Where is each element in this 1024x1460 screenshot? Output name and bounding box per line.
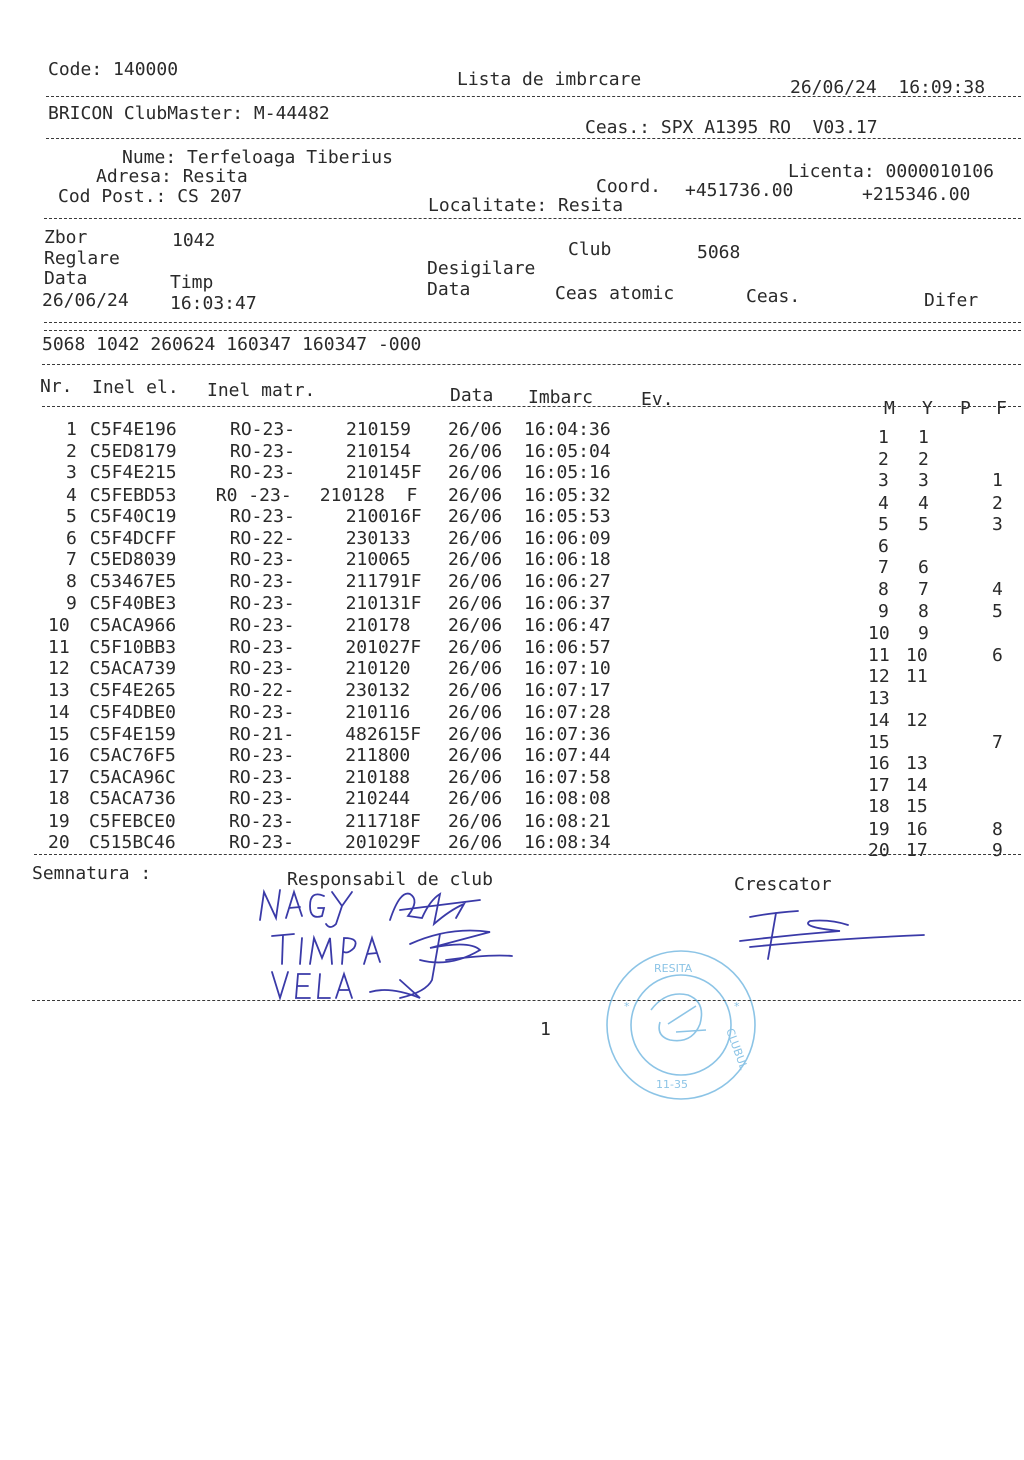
svg-text:11-35: 11-35 bbox=[656, 1078, 688, 1091]
svg-text:RESITA: RESITA bbox=[654, 962, 693, 975]
row-y: 9 bbox=[918, 623, 929, 644]
semnatura-label: Semnatura : bbox=[32, 863, 152, 884]
table-row bbox=[0, 441, 1024, 470]
row-nr: 5 bbox=[66, 506, 77, 527]
row-m: 11 bbox=[868, 645, 890, 666]
row-prefix: RO-23- bbox=[229, 832, 295, 853]
col-y: Y bbox=[922, 398, 933, 419]
table-row bbox=[0, 802, 1024, 840]
row-inel-el: C5F4E159 bbox=[89, 724, 176, 745]
row-nr: 18 bbox=[48, 788, 70, 809]
row-date: 26/06 bbox=[448, 528, 503, 549]
row-time: 16:08:08 bbox=[524, 788, 611, 809]
divider bbox=[32, 1000, 1021, 1001]
row-time: 16:06:09 bbox=[524, 528, 611, 549]
row-inel-el: C5F4E265 bbox=[89, 680, 176, 701]
divider bbox=[44, 218, 1021, 219]
divider bbox=[44, 330, 1021, 331]
row-f: 5 bbox=[992, 601, 1003, 622]
row-date: 26/06 bbox=[448, 419, 503, 440]
table-row bbox=[0, 674, 1024, 709]
row-number: 201029F bbox=[345, 832, 421, 853]
print-datetime: 26/06/24 16:09:38 bbox=[790, 77, 986, 98]
table-row bbox=[0, 484, 1024, 514]
svg-text:*: * bbox=[734, 1000, 740, 1013]
divider bbox=[46, 138, 1021, 139]
owner-name: Nume: Terfeloaga Tiberius bbox=[122, 147, 393, 168]
row-m: 9 bbox=[878, 601, 889, 622]
row-nr: 15 bbox=[48, 724, 70, 745]
row-m: 6 bbox=[878, 536, 889, 557]
system-id: BRICON ClubMaster: M-44482 bbox=[48, 103, 330, 124]
row-nr: 2 bbox=[66, 441, 77, 462]
row-time: 16:06:27 bbox=[524, 571, 611, 592]
timp-label: Timp bbox=[170, 272, 214, 293]
row-inel-el: C5F4DBE0 bbox=[89, 702, 176, 723]
row-prefix: RO-21- bbox=[229, 724, 295, 745]
row-date: 26/06 bbox=[448, 767, 503, 788]
row-inel-el: C5ACA739 bbox=[89, 658, 177, 679]
row-prefix: RO-23- bbox=[230, 419, 296, 440]
row-y: 15 bbox=[906, 796, 928, 817]
row-time: 16:05:32 bbox=[524, 485, 611, 506]
table-row bbox=[0, 611, 1024, 644]
row-y: 13 bbox=[906, 753, 928, 774]
row-time: 16:05:04 bbox=[524, 441, 611, 462]
row-nr: 13 bbox=[48, 680, 70, 701]
owner-license: Licenta: 0000010106 bbox=[788, 161, 994, 182]
row-f: 6 bbox=[992, 645, 1003, 666]
row-prefix: RO-23- bbox=[229, 745, 295, 766]
row-m: 7 bbox=[878, 557, 889, 578]
row-number: 211718F bbox=[345, 811, 421, 832]
row-number: 210159 bbox=[346, 419, 412, 440]
row-nr: 16 bbox=[48, 745, 70, 766]
col-p: P bbox=[960, 398, 971, 419]
table-row bbox=[0, 568, 1024, 600]
row-time: 16:07:36 bbox=[524, 724, 611, 745]
row-date: 26/06 bbox=[448, 571, 503, 592]
row-number: 210188 bbox=[345, 767, 411, 788]
row-date: 26/06 bbox=[448, 549, 503, 570]
row-inel-el: C5F4E196 bbox=[90, 419, 177, 440]
row-nr: 6 bbox=[66, 528, 77, 549]
row-y: 5 bbox=[918, 514, 929, 535]
col-inel-matr: Inel matr. bbox=[207, 380, 316, 401]
col-nr: Nr. bbox=[40, 376, 73, 397]
row-number: 482615F bbox=[345, 724, 422, 745]
row-nr: 1 bbox=[66, 419, 77, 440]
row-f: 2 bbox=[992, 493, 1003, 514]
row-nr: 11 bbox=[48, 637, 70, 658]
row-prefix: RO-23- bbox=[229, 767, 295, 788]
row-number: 211800 bbox=[345, 745, 411, 766]
row-time: 16:07:44 bbox=[524, 745, 611, 766]
row-inel-el: C5AC76F5 bbox=[89, 745, 176, 766]
divider bbox=[42, 364, 1021, 365]
row-m: 4 bbox=[878, 493, 889, 514]
row-time: 16:07:58 bbox=[524, 767, 611, 788]
row-nr: 12 bbox=[48, 658, 70, 679]
reglare-date: 26/06/24 bbox=[42, 290, 129, 311]
row-y: 1 bbox=[918, 427, 929, 448]
row-inel-el: C5ED8039 bbox=[89, 549, 177, 570]
row-y: 7 bbox=[918, 579, 929, 600]
row-prefix: RO-23- bbox=[229, 462, 295, 483]
row-m: 2 bbox=[878, 449, 889, 470]
row-number: 211791F bbox=[345, 571, 422, 592]
row-nr: 3 bbox=[66, 462, 77, 483]
row-nr: 9 bbox=[66, 593, 77, 614]
row-time: 16:05:16 bbox=[524, 462, 611, 483]
row-nr: 19 bbox=[48, 811, 70, 832]
row-m: 14 bbox=[868, 710, 890, 731]
row-f: 8 bbox=[992, 819, 1003, 840]
table-row bbox=[0, 759, 1024, 796]
row-inel-el: C5ED8179 bbox=[89, 441, 177, 462]
row-number: 210116 bbox=[345, 702, 411, 723]
row-date: 26/06 bbox=[448, 811, 503, 832]
row-time: 16:06:37 bbox=[524, 593, 611, 614]
row-m: 19 bbox=[868, 819, 890, 840]
row-f: 4 bbox=[992, 579, 1003, 600]
row-date: 26/06 bbox=[448, 680, 503, 701]
row-inel-el: C515BC46 bbox=[89, 832, 176, 853]
coord-lat: +451736.00 bbox=[685, 180, 794, 201]
row-time: 16:07:10 bbox=[524, 658, 611, 679]
table-row bbox=[0, 653, 1024, 687]
row-y: 3 bbox=[918, 470, 929, 491]
row-y: 12 bbox=[906, 710, 928, 731]
row-prefix: RO-23- bbox=[229, 615, 295, 636]
row-date: 26/06 bbox=[448, 615, 503, 636]
row-inel-el: C53467E5 bbox=[89, 571, 177, 592]
row-y: 11 bbox=[906, 666, 928, 687]
row-date: 26/06 bbox=[448, 658, 503, 679]
table-row bbox=[0, 780, 1024, 817]
row-time: 16:07:28 bbox=[524, 702, 611, 723]
clock-info: Ceas.: SPX A1395 RO V03.17 bbox=[585, 117, 878, 138]
col-ev: Ev. bbox=[641, 389, 674, 410]
row-date: 26/06 bbox=[448, 441, 503, 462]
table-row bbox=[0, 696, 1024, 731]
row-time: 16:04:36 bbox=[524, 419, 611, 440]
row-number: 210016F bbox=[345, 506, 422, 527]
responsabil-label: Responsabil de club bbox=[287, 869, 493, 890]
table-row bbox=[0, 462, 1024, 491]
row-date: 26/06 bbox=[448, 593, 503, 614]
flight-label: Zbor bbox=[44, 227, 88, 248]
row-y: 16 bbox=[906, 819, 928, 840]
row-y: 10 bbox=[906, 645, 928, 666]
row-m: 18 bbox=[868, 796, 890, 817]
row-inel-el: C5F4E215 bbox=[89, 462, 177, 483]
row-time: 16:06:18 bbox=[524, 549, 611, 570]
owner-locality: Localitate: Resita bbox=[428, 195, 624, 216]
row-m: 17 bbox=[868, 775, 890, 796]
club-label: Club bbox=[568, 239, 612, 260]
row-prefix: RO-23- bbox=[229, 571, 295, 592]
row-m: 3 bbox=[878, 470, 889, 491]
row-prefix: RO-23- bbox=[229, 593, 295, 614]
owner-address: Adresa: Resita bbox=[96, 166, 248, 187]
row-prefix: RO-22- bbox=[229, 528, 295, 549]
desig-data-label: Data bbox=[427, 279, 471, 300]
row-date: 26/06 bbox=[448, 485, 503, 506]
row-inel-el: C5F40BE3 bbox=[89, 593, 177, 614]
row-date: 26/06 bbox=[448, 506, 503, 527]
svg-text:CLUBUL: CLUBUL bbox=[723, 1026, 751, 1072]
row-time: 16:08:34 bbox=[524, 832, 611, 853]
table-row bbox=[0, 505, 1024, 535]
row-number: 230133 bbox=[345, 528, 411, 549]
row-date: 26/06 bbox=[448, 462, 503, 483]
row-prefix: RO-23- bbox=[229, 702, 295, 723]
row-nr: 10 bbox=[48, 615, 70, 636]
row-m: 10 bbox=[868, 623, 890, 644]
row-inel-el: C5ACA966 bbox=[89, 615, 177, 636]
row-nr: 7 bbox=[66, 549, 77, 570]
row-nr: 4 bbox=[66, 485, 77, 506]
row-prefix: RO-23- bbox=[229, 637, 295, 658]
coord-label: Coord. bbox=[596, 176, 662, 197]
row-nr: 20 bbox=[48, 832, 70, 853]
divider bbox=[44, 322, 1021, 323]
row-inel-el: C5F40C19 bbox=[89, 506, 177, 527]
row-y: 4 bbox=[918, 493, 929, 514]
table-row bbox=[0, 526, 1024, 557]
row-inel-el: C5ACA736 bbox=[89, 788, 176, 809]
table-row bbox=[0, 547, 1024, 578]
table-row bbox=[0, 632, 1024, 666]
row-date: 26/06 bbox=[448, 702, 503, 723]
row-number: 210120 bbox=[345, 658, 411, 679]
row-number: 210131F bbox=[345, 593, 422, 614]
row-time: 16:07:17 bbox=[524, 680, 611, 701]
club-stamp bbox=[596, 940, 766, 1110]
row-nr: 17 bbox=[48, 767, 70, 788]
row-date: 26/06 bbox=[448, 637, 503, 658]
row-m: 8 bbox=[878, 579, 889, 600]
row-f: 1 bbox=[992, 470, 1003, 491]
svg-text:*: * bbox=[624, 1000, 630, 1013]
table-row bbox=[0, 590, 1024, 622]
reglare-time: 16:03:47 bbox=[170, 293, 257, 314]
row-m: 20 bbox=[868, 840, 890, 861]
row-number: 230132 bbox=[345, 680, 411, 701]
club-number: 5068 bbox=[697, 242, 741, 263]
desigilare-label: Desigilare bbox=[427, 258, 536, 279]
row-date: 26/06 bbox=[448, 788, 503, 809]
col-data: Data bbox=[450, 385, 494, 406]
row-date: 26/06 bbox=[448, 724, 503, 745]
row-time: 16:05:53 bbox=[524, 506, 611, 527]
row-time: 16:08:21 bbox=[524, 811, 611, 832]
coord-lon: +215346.00 bbox=[862, 184, 971, 205]
table-row bbox=[0, 717, 1024, 753]
row-inel-el: C5ACA96C bbox=[89, 767, 176, 788]
row-f: 9 bbox=[992, 840, 1003, 861]
code-label: Code: 140000 bbox=[48, 59, 179, 80]
divider bbox=[46, 96, 1021, 97]
row-number: 210128 F bbox=[319, 485, 418, 506]
row-prefix: RO-23- bbox=[229, 788, 295, 809]
row-time: 16:06:47 bbox=[524, 615, 611, 636]
summary-line: 5068 1042 260624 160347 160347 -000 bbox=[42, 334, 422, 355]
row-inel-el: C5FEBCE0 bbox=[89, 811, 176, 832]
ceas-atomic-label: Ceas atomic bbox=[555, 283, 675, 304]
col-inel-el: Inel el. bbox=[92, 377, 179, 398]
row-inel-el: C5FEBD53 bbox=[89, 485, 177, 506]
row-prefix: RO-23- bbox=[229, 811, 295, 832]
table-row bbox=[0, 419, 1024, 448]
row-number: 210178 bbox=[345, 615, 411, 636]
row-inel-el: C5F10BB3 bbox=[89, 637, 177, 658]
row-prefix: RO-23- bbox=[229, 658, 295, 679]
document-title: Lista de imbrcare bbox=[457, 69, 642, 90]
row-number: 210145F bbox=[345, 462, 422, 483]
divider bbox=[34, 854, 1021, 855]
col-imbarc: Imbarc bbox=[528, 387, 594, 408]
row-prefix: RO-23- bbox=[229, 441, 295, 462]
row-nr: 8 bbox=[66, 571, 77, 592]
row-number: 201027F bbox=[345, 637, 422, 658]
row-y: 2 bbox=[918, 449, 929, 470]
row-inel-el: C5F4DCFF bbox=[89, 528, 177, 549]
row-number: 210244 bbox=[345, 788, 411, 809]
difer-label: Difer bbox=[924, 290, 979, 311]
row-m: 12 bbox=[868, 666, 890, 687]
row-m: 13 bbox=[868, 688, 890, 709]
row-number: 210065 bbox=[345, 549, 411, 570]
row-y: 6 bbox=[918, 557, 929, 578]
row-date: 26/06 bbox=[448, 832, 503, 853]
divider bbox=[42, 406, 1021, 407]
row-f: 7 bbox=[992, 732, 1003, 753]
reglare-label: Reglare bbox=[44, 248, 120, 269]
ceas-label: Ceas. bbox=[746, 286, 801, 307]
row-m: 16 bbox=[868, 753, 890, 774]
row-y: 17 bbox=[906, 840, 928, 861]
page-number: 1 bbox=[540, 1019, 551, 1040]
owner-postcode: Cod Post.: CS 207 bbox=[58, 186, 243, 207]
row-m: 15 bbox=[868, 732, 890, 753]
row-time: 16:06:57 bbox=[524, 637, 611, 658]
club-officials-signature bbox=[250, 880, 550, 1010]
flight-number: 1042 bbox=[172, 230, 216, 251]
crescator-label: Crescator bbox=[734, 874, 832, 895]
row-prefix: RO-23- bbox=[229, 549, 295, 570]
col-m: M bbox=[884, 398, 895, 419]
row-m: 5 bbox=[878, 514, 889, 535]
data-label: Data bbox=[44, 268, 88, 289]
row-date: 26/06 bbox=[448, 745, 503, 766]
row-f: 3 bbox=[992, 514, 1003, 535]
row-y: 8 bbox=[918, 601, 929, 622]
row-y: 14 bbox=[906, 775, 928, 796]
row-m: 1 bbox=[878, 427, 889, 448]
row-prefix: RO-23- bbox=[229, 506, 295, 527]
row-number: 210154 bbox=[345, 441, 411, 462]
table-row bbox=[0, 823, 1024, 861]
col-f: F bbox=[996, 398, 1007, 419]
row-prefix: RO-22- bbox=[229, 680, 295, 701]
row-nr: 14 bbox=[48, 702, 70, 723]
row-prefix: R0 -23- bbox=[215, 485, 292, 506]
table-row bbox=[0, 738, 1024, 774]
